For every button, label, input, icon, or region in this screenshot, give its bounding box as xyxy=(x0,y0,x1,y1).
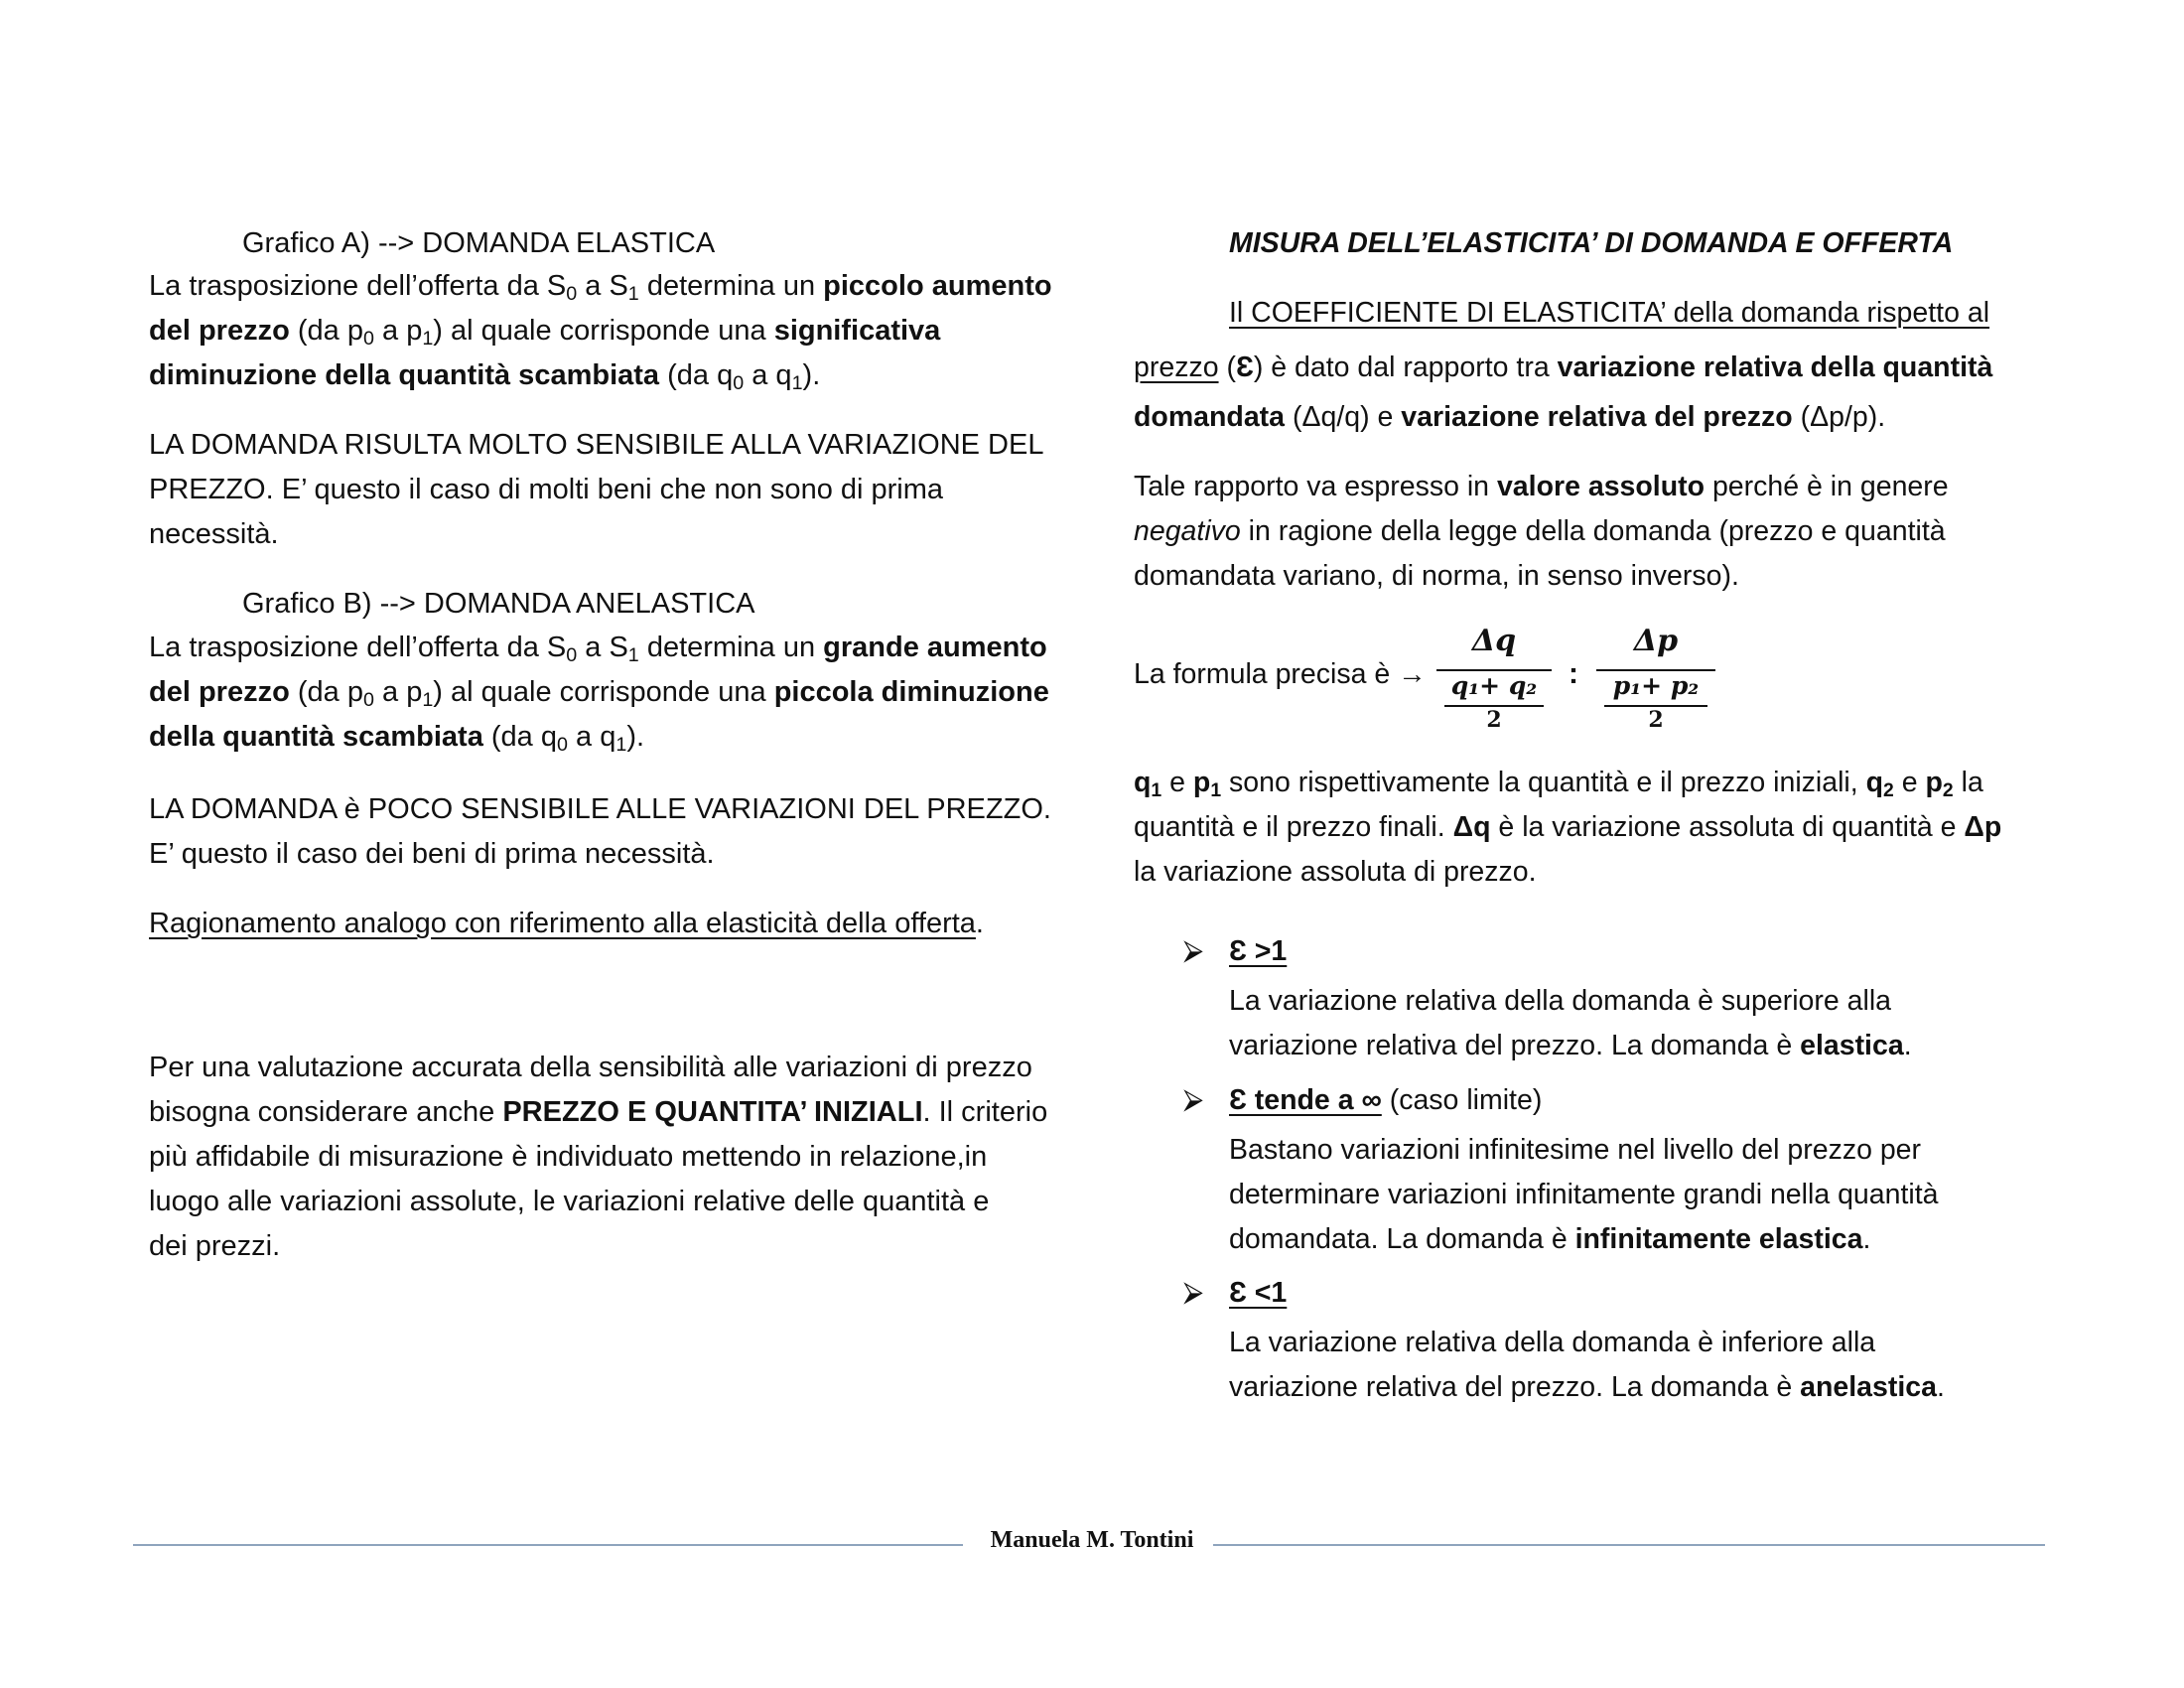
bullet-inelastic-line1: La variazione relativa della domanda è inferiore alla xyxy=(1229,1327,1876,1358)
formula-two-2: 2 xyxy=(1648,707,1664,733)
bullet-elastic-head: Ɛ >1 xyxy=(1229,935,1288,967)
caps-b-line2: E’ questo il caso dei beni di prima necessità. xyxy=(149,838,715,870)
valutazione-line1: Per una valutazione accurata della sensibilità alle variazioni di prezzo xyxy=(149,1052,1032,1083)
rapporto-line2: negativo in ragione della legge della domanda (prezzo e quantità xyxy=(1134,515,1946,547)
formula-den-q: q₁+ q₂ xyxy=(1450,671,1538,700)
paragraph-b-line1: La trasposizione dell’offerta da $S_0$ a $S_1$ determina un grande aumento xyxy=(149,632,1047,666)
caps-a-line3: necessità. xyxy=(149,518,279,550)
coeff-line2: prezzo (Ɛ) è dato dal rapporto tra variazione relativa della quantità xyxy=(1134,352,1993,383)
bullet-infinite-line3: domandata. La domanda è infinitamente elastica. xyxy=(1229,1223,1871,1255)
paragraph-a-line1: La trasposizione dell’offerta da $S_0$ a $S_1$ determina un piccolo aumento xyxy=(149,270,1052,305)
grafico-a-heading: Grafico A) --> DOMANDA ELASTICA xyxy=(242,227,716,259)
caps-a-line1: LA DOMANDA RISULTA MOLTO SENSIBILE ALLA VARIAZIONE DEL xyxy=(149,429,1044,461)
formula-den-p: p₁+ p₂ xyxy=(1612,671,1700,700)
rapporto-line3: domandata variano, di norma, in senso inverso). xyxy=(1134,560,1739,592)
bullet-inelastic-line2: variazione relativa del prezzo. La domanda è anelastica. xyxy=(1229,1371,1945,1403)
spieg-line2: quantità e il prezzo finali. Δq è la variazione assoluta di quantità e Δp xyxy=(1134,811,2002,843)
bullet-elastic-line2: variazione relativa del prezzo. La domanda è elastica. xyxy=(1229,1030,1912,1061)
valutazione-line2: bisogna considerare anche PREZZO E QUANTITA’ INIZIALI. Il criterio xyxy=(149,1096,1048,1128)
grafico-b-heading: Grafico B) --> DOMANDA ANELASTICA xyxy=(242,588,755,620)
valutazione-line5: dei prezzi. xyxy=(149,1230,281,1262)
formula-num-dq: Δq xyxy=(1471,624,1517,658)
bullet-infinite-line1: Bastano variazioni infinitesime nel livello del prezzo per xyxy=(1229,1134,1922,1166)
spieg-line3: la variazione assoluta di prezzo. xyxy=(1134,856,1537,888)
paragraph-a-line3: diminuzione della quantità scambiata (da $q_0$ a $q_1$). xyxy=(149,359,821,394)
bullet-inelastic-head: Ɛ <1 xyxy=(1229,1277,1288,1309)
caps-b-line1: LA DOMANDA è POCO SENSIBILE ALLE VARIAZIONI DEL PREZZO. xyxy=(149,793,1051,825)
arrow-bullet-icon: ⮚ xyxy=(1183,1082,1203,1115)
coeff-line3: domandata (Δq/q) e variazione relativa del prezzo (Δp/p). xyxy=(1134,401,1886,433)
spieg-line1: $q_1$ e $p_1$ sono rispettivamente la quantità e il prezzo iniziali, $q_2$ e $p_2$ la xyxy=(1134,767,1983,801)
footer-author: Manuela M. Tontini xyxy=(990,1527,1194,1553)
arrow-bullet-icon: ⮚ xyxy=(1183,933,1203,966)
section-title: MISURA DELL’ELASTICITA’ DI DOMANDA E OFFERTA xyxy=(1229,227,1954,259)
arrow-bullet-icon: ⮚ xyxy=(1183,1275,1203,1308)
valutazione-line3: più affidabile di misurazione è individuato mettendo in relazione,in xyxy=(149,1141,988,1173)
formula-fraction-price xyxy=(1596,624,1715,733)
rapporto-line1: Tale rapporto va espresso in valore assoluto perché è in genere xyxy=(1134,471,1949,502)
analog-note: Ragionamento analogo con riferimento alla elasticità della offerta. xyxy=(149,908,984,939)
valutazione-line4: luogo alle variazioni assolute, le variazioni relative delle quantità e xyxy=(149,1186,990,1217)
formula-fraction-quantity xyxy=(1436,624,1552,733)
formula-label: La formula precisa è → xyxy=(1134,658,1427,690)
caps-a-line2: PREZZO. E’ questo il caso di molti beni che non sono di prima xyxy=(149,474,944,505)
formula-num-dp: Δp xyxy=(1633,624,1679,658)
bullet-infinite-head: Ɛ tende a ∞ (caso limite) xyxy=(1229,1084,1543,1116)
paragraph-a-line2: del prezzo (da $p_0$ a $p_1$) al quale corrisponde una significativa xyxy=(149,315,941,350)
bullet-infinite-line2: determinare variazioni infinitamente grandi nella quantità xyxy=(1229,1179,1939,1210)
paragraph-b-line2: del prezzo (da $p_0$ a $p_1$) al quale corrisponde una piccola diminuzione xyxy=(149,676,1049,711)
formula-colon: : xyxy=(1569,657,1578,690)
coeff-line1: Il COEFFICIENTE DI ELASTICITA’ della domanda rispetto al xyxy=(1229,297,1990,329)
formula-two-1: 2 xyxy=(1486,707,1502,733)
paragraph-b-line3: della quantità scambiata (da $q_0$ a $q_1$). xyxy=(149,721,645,756)
bullet-elastic-line1: La variazione relativa della domanda è superiore alla xyxy=(1229,985,1891,1017)
